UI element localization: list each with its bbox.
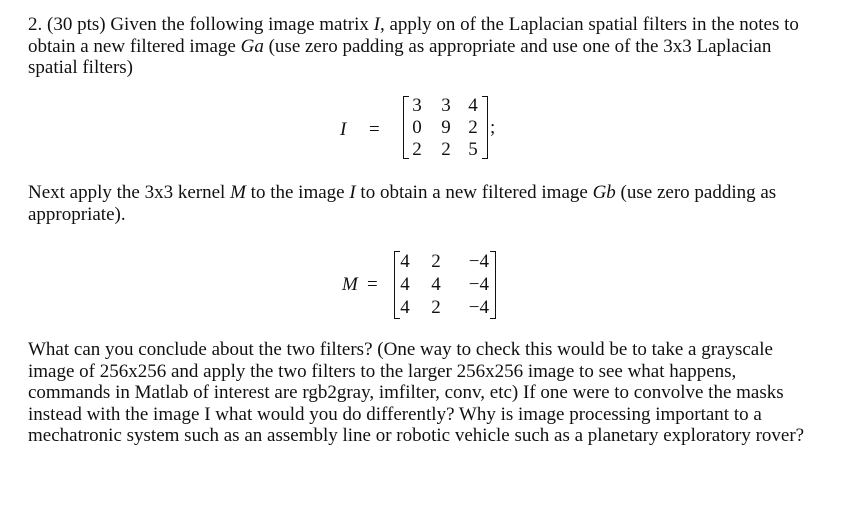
matrix-M-cell: 2	[431, 297, 441, 318]
matrix-M-cell: 4	[400, 297, 410, 318]
matrix-M-label: M	[342, 274, 358, 295]
next-text: to the image	[245, 182, 350, 203]
matrix-M-cell: 4	[400, 274, 410, 295]
next-text: to obtain a new filtered image	[355, 182, 593, 203]
matrix-M-cell: −4	[468, 297, 489, 318]
matrix-I-cell: 2	[468, 117, 478, 138]
equals-sign: =	[367, 274, 378, 295]
matrix-I-cell: 4	[468, 95, 478, 116]
matrix-I-cell: 0	[412, 117, 422, 138]
var-Gb: Gb	[592, 182, 616, 203]
equals-sign: =	[369, 119, 380, 140]
conclusion-question: What can you conclude about the two filters? (One way to check this would be to take a grayscale image of 256x256 and apply the two filters to the larger 256x256 image to see what happens, commands in Matlab of interest are rgb2gray, imfilter, conv, etc) If one were to convolve the masks instead with the image I what would you do differently? Why is image processing important to a mechatronic system such as an assembly line or robotic vehicle such as a planetary exploratory rover?	[28, 339, 805, 446]
matrix-I-cell: 2	[441, 139, 451, 160]
matrix-M-cell: 4	[400, 251, 410, 272]
matrix-I-cell: 3	[441, 95, 451, 116]
matrix-M-right-bracket	[490, 251, 496, 319]
matrix-M-cell: −4	[468, 251, 489, 272]
next-text: Next apply the 3x3 kernel	[28, 182, 231, 203]
next-text: (use zero padding as appropriate).	[28, 182, 777, 225]
matrix-I-cell: 2	[412, 139, 422, 160]
problem-text: Given the following image matrix	[105, 14, 374, 35]
var-M: M	[230, 182, 246, 203]
problem-text: , apply on of the Laplacian spatial filters in the notes to obtain a new filtered image	[28, 14, 799, 57]
problem-statement	[28, 14, 823, 79]
problem-number: 2.	[28, 14, 43, 35]
var-I: I	[373, 14, 380, 35]
matrix-I-cell: 3	[412, 95, 422, 116]
next-instruction	[28, 182, 823, 225]
problem-text: (use zero padding as appropriate and use one of the 3x3 Laplacian spatial filters)	[28, 35, 772, 78]
problem-points: (30 pts)	[47, 14, 106, 35]
var-Ga: Ga	[240, 35, 264, 57]
var-I: I	[349, 182, 356, 203]
matrix-I-cell: 9	[441, 117, 451, 138]
matrix-M-cell: 4	[431, 274, 441, 295]
matrix-M-cell: 2	[431, 251, 441, 272]
matrix-I-cell: 5	[468, 139, 478, 160]
matrix-I-semicolon: ;	[490, 117, 496, 138]
matrix-M-cell: −4	[468, 274, 489, 295]
matrix-I-label: I	[340, 119, 347, 140]
